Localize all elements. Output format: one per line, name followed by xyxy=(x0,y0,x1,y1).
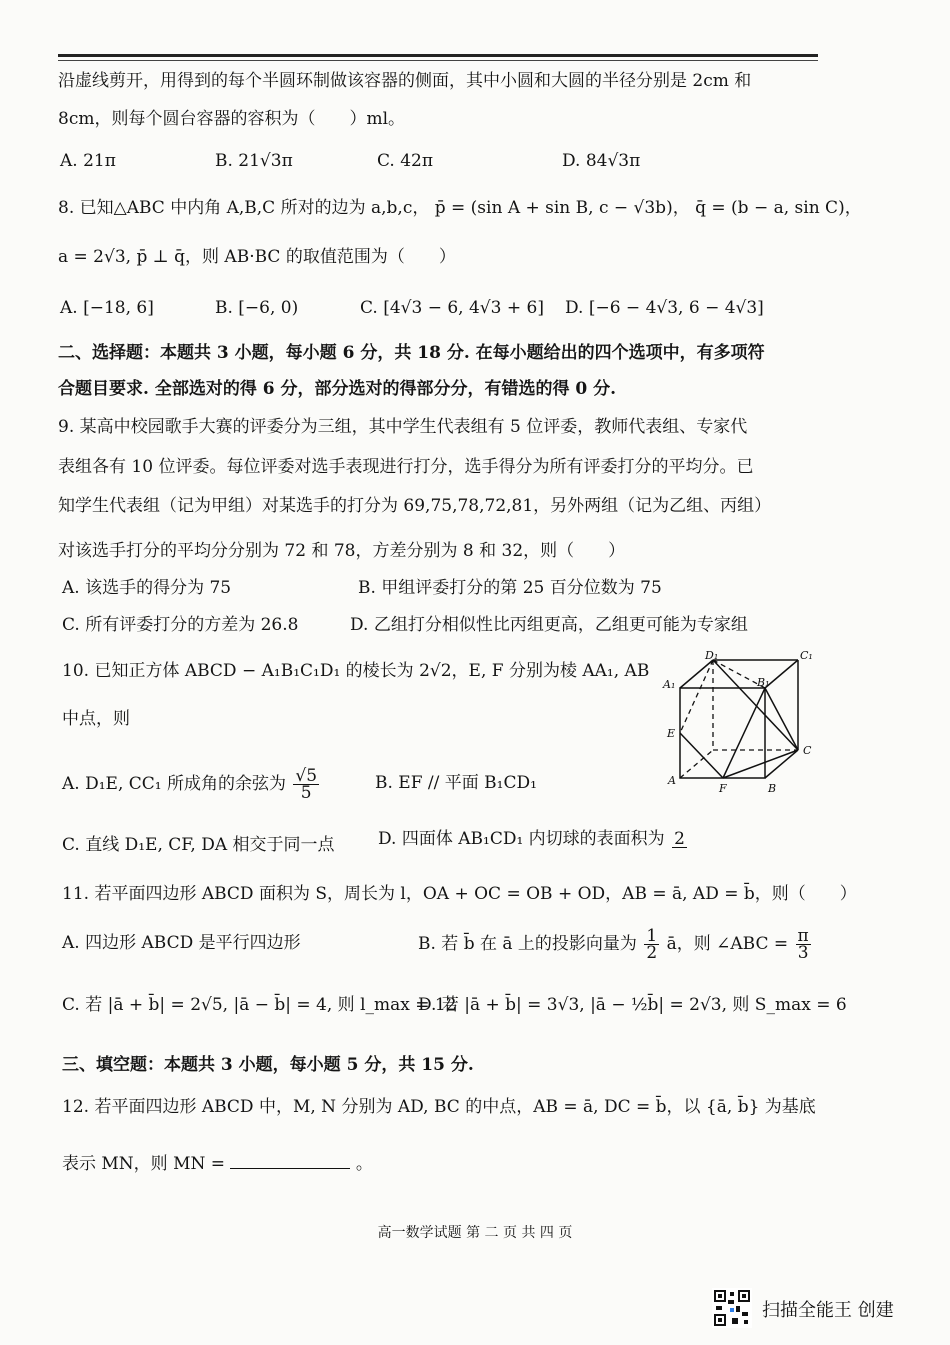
qr-code-icon xyxy=(712,1288,752,1328)
q11-option-a: A. 四边形 ABCD 是平行四边形 xyxy=(62,933,301,953)
q8-option-d: D. [−6 − 4√3, 6 − 4√3] xyxy=(565,298,764,318)
label-c: C xyxy=(803,744,812,757)
q11-option-b-numerator-1: 1 xyxy=(646,926,658,946)
cube-line-ef xyxy=(680,733,723,778)
q12-line-2-end: 。 xyxy=(355,1154,373,1174)
cube-edge-a1d1 xyxy=(680,660,713,688)
q11-option-b-text: B. 若 b̄ 在 ā 上的投影向量为 xyxy=(418,934,637,954)
q10-option-a xyxy=(62,768,321,801)
q11-option-b-denominator-1: 2 xyxy=(646,943,658,963)
q12-line-1: 12. 若平面四边形 ABCD 中，M, N 分别为 AD, BC 的中点，AB = ā, DC = b̄，以 {ā, b̄} 为基底 xyxy=(62,1097,816,1117)
q8-line-2: a = 2√3, p̄ ⊥ q̄，则 AB·BC 的取值范围为（ ） xyxy=(58,247,456,267)
section-2-line-1: 二、选择题：本题共 3 小题，每小题 6 分，共 18 分. 在每小题给出的四个选项中，有多项符 xyxy=(58,343,765,363)
q10-option-a-text: A. D₁E, CC₁ 所成角的余弦为 xyxy=(62,774,286,794)
q11-option-b-fraction-1 xyxy=(644,928,659,961)
q9-line-4: 对该选手打分的平均分分别为 72 和 78，方差分别为 8 和 32，则（ ） xyxy=(58,541,626,561)
q10-option-c: C. 直线 D₁E, CF, DA 相交于同一点 xyxy=(62,835,335,855)
q11-option-b-numerator-2: π xyxy=(797,926,809,946)
q10-option-a-fraction xyxy=(293,768,319,801)
section-2-line-2: 合题目要求. 全部选对的得 6 分，部分选对的得部分分，有错选的得 0 分. xyxy=(58,379,617,399)
q7-option-b: B. 21√3π xyxy=(215,151,293,171)
q9-line-1: 9. 某高中校园歌手大赛的评委分为三组，其中学生代表组有 5 位评委，教师代表组、专家代 xyxy=(58,417,748,437)
q11-option-b xyxy=(418,928,813,961)
q10-option-d-numerator: 2 xyxy=(674,829,685,849)
cube-edge-bc xyxy=(765,750,798,778)
q11-line-1: 11. 若平面四边形 ABCD 面积为 S，周长为 l，OA + OC = OB + OD，AB = ā, AD = b̄，则（ ） xyxy=(62,884,857,904)
label-a1: A₁ xyxy=(663,678,676,691)
section-3-line-1: 三、填空题：本题共 3 小题，每小题 5 分，共 15 分. xyxy=(62,1055,474,1075)
cube-diagram xyxy=(655,650,830,800)
q8-option-c: C. [4√3 − 6, 4√3 + 6] xyxy=(360,298,544,318)
q9-line-3: 知学生代表组（记为甲组）对某选手的打分为 69,75,78,72,81，另外两组（记为乙组、丙组） xyxy=(58,496,772,516)
q9-option-c: C. 所有评委打分的方差为 26.8 xyxy=(62,615,299,635)
q10-option-a-denominator: 5 xyxy=(300,783,312,803)
q8-option-b: B. [−6, 0) xyxy=(215,298,299,318)
q7-option-d: D. 84√3π xyxy=(562,151,641,171)
q7-line-1: 沿虚线剪开，用得到的每个半圆环制做该容器的侧面，其中小圆和大圆的半径分别是 2cm 和 xyxy=(58,71,752,91)
q7-option-c: C. 42π xyxy=(377,151,434,171)
cube-line-d1c xyxy=(713,660,798,750)
q11-option-d: D. 若 |ā + b̄| = 3√3, |ā − ½b̄| = 2√3, 则 S_max = 6 xyxy=(418,995,847,1015)
q10-option-a-numerator: √5 xyxy=(295,766,318,786)
cube-line-b1c xyxy=(765,688,798,750)
q11-option-c: C. 若 |ā + b̄| = 2√5, |ā − b̄| = 4, 则 l_max = 12 xyxy=(62,995,457,1015)
header-rule xyxy=(58,54,818,57)
q7-option-a: A. 21π xyxy=(60,151,116,171)
label-f: F xyxy=(719,782,727,795)
label-c1: C₁ xyxy=(800,650,813,662)
label-d1: D₁ xyxy=(705,650,719,662)
q9-option-a: A. 该选手的得分为 75 xyxy=(62,578,232,598)
cube-edge-b1c1 xyxy=(765,660,798,688)
q12-line-2 xyxy=(62,1152,373,1175)
q8-line-1: 8. 已知△ABC 中内角 A,B,C 所对的边为 a,b,c， p̄ = (sin A + sin B, c − √3b)， q̄ = (b − a, sin C)， xyxy=(58,198,862,218)
q10-line-1: 10. 已知正方体 ABCD − A₁B₁C₁D₁ 的棱长为 2√2，E, F 分别为棱 AA₁, AB xyxy=(62,661,650,681)
q8-option-a: A. [−18, 6] xyxy=(60,298,154,318)
header-rule-thin xyxy=(58,60,818,61)
label-b1: B₁ xyxy=(757,676,770,689)
q10-option-d-fraction xyxy=(672,831,687,848)
label-b: B xyxy=(768,782,777,795)
label-e: E xyxy=(667,727,676,740)
q11-option-b-middle: ā，则 ∠ABC = xyxy=(666,934,789,954)
q10-option-d xyxy=(378,828,689,850)
q12-line-2-text: 表示 MN，则 MN = xyxy=(62,1154,226,1174)
answer-blank[interactable] xyxy=(230,1152,350,1169)
q9-option-b: B. 甲组评委打分的第 25 百分位数为 75 xyxy=(358,578,662,598)
q10-option-d-text: D. 四面体 AB₁CD₁ 内切球的表面积为 xyxy=(378,829,665,849)
q11-option-b-denominator-2: 3 xyxy=(797,943,809,963)
cube-hidden-ad xyxy=(680,750,713,778)
q9-line-2: 表组各有 10 位评委。每位评委对选手表现进行打分，选手得分为所有评委打分的平均分。已 xyxy=(58,457,754,477)
page-footer: 高一数学试题 第 二 页 共 四 页 xyxy=(377,1225,573,1241)
scanner-watermark: 扫描全能王 创建 xyxy=(762,1300,894,1321)
q9-option-d: D. 乙组打分相似性比丙组更高，乙组更可能为专家组 xyxy=(350,615,748,635)
q10-option-b: B. EF // 平面 B₁CD₁ xyxy=(375,773,537,793)
label-a: A xyxy=(668,774,676,787)
q10-line-2: 中点，则 xyxy=(62,709,130,729)
q11-option-b-fraction-2 xyxy=(796,928,811,961)
q7-line-2: 8cm，则每个圆台容器的容积为（ ）ml。 xyxy=(58,109,406,129)
cube-hidden-d1e xyxy=(680,660,713,733)
